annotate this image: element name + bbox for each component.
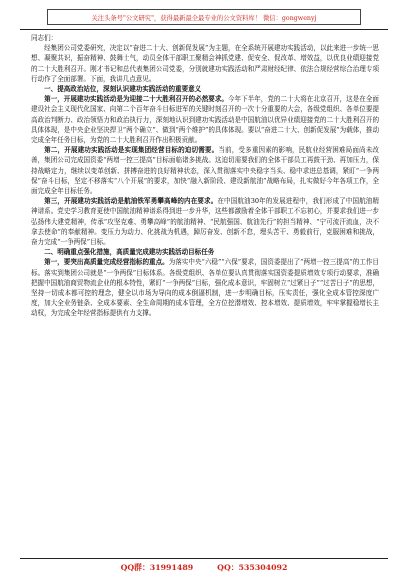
point-2-lead: 第二，开展建功实践活动是实现集团经营目标的迫切需要。 bbox=[44, 146, 219, 155]
paragraph-point-4 bbox=[31, 257, 379, 318]
header-rule bbox=[20, 29, 388, 30]
point-2-body: 当前，受多重因素的影响，民航业经营困难局面尚未改善，集团公司完成国资委“两增一控三提高”目标面临诸多挑战。这迫切需要我们的全体干部员工再鼓干劲、再加压力，保持战略定力，继续以变革创新、拼搏奋进的良好精神状态，深入贯彻落实中央稳字当头、稳中求进总基调，紧盯“一争两保”奋斗目标，坚定不移落实“八个开展”的要求，加快“融入新阶段、建设新航油”战略布局，扎实做好今年各项工作，全面完成全年目标任务。 bbox=[31, 146, 379, 196]
footer-qq-group: QQ群：31991489 bbox=[120, 563, 194, 572]
intro-paragraph: 经集团公司党委研究，决定以“奋进二十大、创新促发展”为主题，在全系统开展建功实践活动，以此来进一步统一思想、凝聚共识，振奋精神、鼓舞士气，动员全体干部职工聚精会神抓党建、促安全、促改革、增效益，以优良业绩迎接党的二十大胜利召开。刚才书记和总代表集团公司党委，分别就建功实践活动和严肃财经纪律、依法合规经营综合治理专项行动作了全面部署。下面，我讲几点意见。 bbox=[31, 44, 379, 83]
point-1-lead: 第一，开展建功实践活动是为迎接二十大胜利召开的必然要求。 bbox=[44, 95, 228, 104]
point-4-lead: 第一，要突出高质量完成经营指标的重点。 bbox=[44, 258, 169, 267]
document-body bbox=[31, 33, 379, 553]
header-banner: 关注头条号"公文研究"，获得最新最全最专业的公文资料库！ 微信：gongwenyj bbox=[47, 9, 361, 25]
footer-contacts bbox=[0, 562, 408, 573]
point-3-lead: 第三，开展建功实践活动是航油铁军勇攀高峰的内在要求。 bbox=[44, 197, 218, 206]
greeting: 同志们： bbox=[31, 34, 58, 42]
point-3-body: 在中国航油30年的发展进程中，我们形成了中国航油精神谱系。党史学习教育更使中国航油精神谱系得到进一步升华，这些都激励着全体干部职工不忘初心，并要求我们进一步弘扬伟大建党精神，传承“攻坚克难、勇攀高峰”的航油精神、“民航强国、航油先行”的担当精神、“宁可流汗流血，决不拿去使命”的奉献精神。变压力为动力、化挑战为机遇，踔厉奋发、创新不怠，埋头苦干、勇毅前行，克服困难和挑战，奋力完成“一争两保”目标。 bbox=[31, 197, 379, 247]
section-heading-1: 一、提高政治站位，深刻认识建功实践活动的重要意义 bbox=[44, 85, 202, 94]
footer-rule bbox=[20, 558, 388, 559]
footer-qq: QQ：535304092 bbox=[217, 563, 288, 572]
section-heading-2: 二、明确重点强化措施，高质量完成建功实践活动目标任务 bbox=[44, 248, 215, 257]
paragraph-point-3 bbox=[31, 196, 379, 247]
paragraph-point-1 bbox=[31, 94, 379, 145]
paragraph-point-2 bbox=[31, 145, 379, 196]
point-1-body: 今年下半年，党的二十大将在北京召开，这是在全面建设社会主义现代化国家、向第二个百年奋斗目标进军的关键时刻召开的一次十分重要的大会，各级党组织、各单位要提高政治判断力、政治领悟力和政治执行力，深刻地认识到建功实践活动是中国航油以优异业绩迎接党的二十大胜利召开的具体体现，是中央企业坚决捍卫“两个确立”、做到“两个维护”的具体体现。要以“奋进二十大、创新促发展”为载体，推动完成全年任务目标，为党的二十大胜利召开作出积极贡献。 bbox=[31, 95, 379, 145]
point-4-body: 为落实中央“六稳”“六保”要求，国资委提出了“两增一控三提高”的工作目标。落实到集团公司就是“一争两保”目标体系。各级党组织、各单位要认真贯彻落实国资委提质增效专项行动要求，准确把握中国航油商贸物流企业的根本特性，紧盯“一争两保”目标，强化成本意识，牢固树立“过紧日子”“过苦日子”的思想，坚持一切成本都可控的理念，健全以市场为导向的成本倒逼机制，进一步明确目标，压实责任，强化全成本管控深度广度，加大全业务链条、全成本要素、全生命周期的成本管理，全方位挖潜增效、控本增效、提质增效，牢牢掌握稳增长主动权，为完成全年经营指标提供有力支撑。 bbox=[31, 258, 379, 318]
